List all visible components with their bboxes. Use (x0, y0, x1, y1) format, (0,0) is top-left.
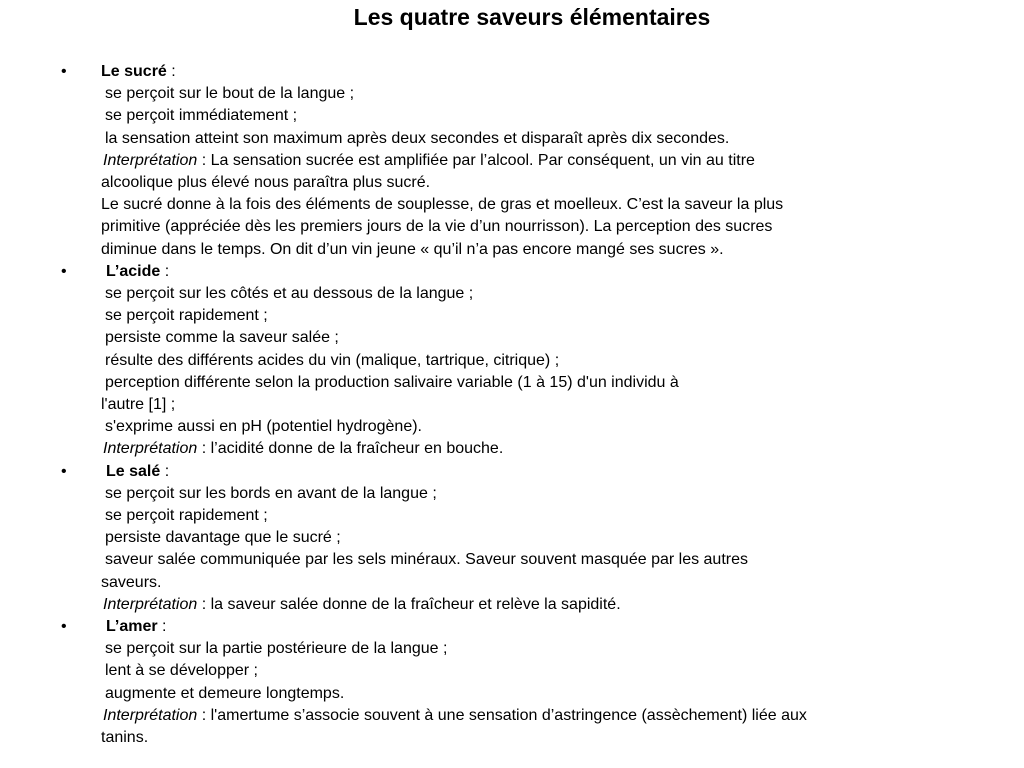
point: lent à se développer ; (105, 662, 258, 680)
point: se perçoit sur les côtés et au dessous de la langue ; (105, 285, 474, 303)
paragraph-line: primitive (appréciée dès les premiers jours de la vie d’un nourrisson). La perception des sucres (101, 218, 773, 236)
interpretation-line (0, 438, 1024, 460)
point-continuation: saveurs. (101, 573, 162, 591)
point: la sensation atteint son maximum après deux secondes et disparaît après dix secondes. (105, 129, 730, 147)
paragraph-line: Le sucré donne à la fois des éléments de souplesse, de gras et moelleux. C’est la saveur la plus (101, 196, 784, 214)
point-continuation: l'autre [1] ; (101, 396, 176, 414)
point: résulte des différents acides du vin (malique, tartrique, citrique) ; (105, 351, 560, 369)
interpretation-text: : La sensation sucrée est amplifiée par l’alcool. Par conséquent, un vin au titre (197, 151, 755, 169)
interpretation-text: : l’acidité donne de la fraîcheur en bouche. (197, 440, 504, 458)
section-amer (0, 616, 1024, 749)
interpretation-label: Interprétation (103, 706, 198, 724)
heading-label: Le sucré (101, 63, 167, 80)
heading-label: Le salé (106, 462, 161, 480)
heading-suffix: : (160, 262, 170, 280)
section-acide (0, 261, 1024, 461)
interpretation-line (0, 705, 1024, 727)
paragraph-line: diminue dans le temps. On dit d’un vin jeune « qu’il n’a pas encore mangé ses sucres ». (101, 240, 724, 258)
page-title: Les quatre saveurs élémentaires (353, 4, 711, 30)
heading-suffix: : (160, 462, 170, 480)
interpretation-text: : l'amertume s’associe souvent à une sensation d’astringence (assèchement) liée aux (197, 706, 807, 724)
interpretation-line (0, 150, 1024, 172)
point: se perçoit sur la partie postérieure de la langue ; (105, 640, 448, 658)
section-sucre (0, 61, 1024, 261)
section-heading (0, 616, 1024, 638)
section-heading (0, 261, 1024, 283)
heading-suffix: : (166, 63, 176, 80)
interpretation-label: Interprétation (103, 595, 198, 613)
point: persiste comme la saveur salée ; (105, 329, 339, 347)
bullet: • (61, 462, 67, 480)
section-sale (0, 461, 1024, 616)
bullet: • (61, 63, 67, 80)
interpretation-continuation: alcoolique plus élevé nous paraîtra plus sucré. (101, 174, 431, 192)
point: se perçoit immédiatement ; (105, 107, 298, 125)
bullet: • (61, 262, 67, 280)
bullet: • (61, 618, 67, 636)
interpretation-label: Interprétation (103, 151, 198, 169)
point: augmente et demeure longtemps. (105, 684, 345, 702)
point: se perçoit rapidement ; (105, 307, 268, 325)
point: se perçoit sur les bords en avant de la langue ; (105, 484, 437, 502)
section-heading (0, 461, 1024, 483)
point: se perçoit sur le bout de la langue ; (105, 85, 355, 103)
section-heading (0, 61, 1024, 83)
interpretation-line (0, 594, 1024, 616)
heading-label: L’acide (106, 262, 161, 280)
point: saveur salée communiquée par les sels minéraux. Saveur souvent masquée par les autres (105, 551, 748, 569)
point: perception différente selon la production salivaire variable (1 à 15) d'un individu à (105, 373, 679, 391)
point: s'exprime aussi en pH (potentiel hydrogène). (105, 418, 422, 436)
interpretation-text: : la saveur salée donne de la fraîcheur et relève la sapidité. (197, 595, 621, 613)
content (0, 61, 1024, 749)
interpretation-label: Interprétation (103, 440, 198, 458)
point: se perçoit rapidement ; (105, 507, 268, 525)
heading-label: L’amer (106, 618, 158, 636)
point: persiste davantage que le sucré ; (105, 529, 341, 547)
interpretation-continuation: tanins. (101, 729, 149, 747)
heading-suffix: : (157, 618, 167, 636)
